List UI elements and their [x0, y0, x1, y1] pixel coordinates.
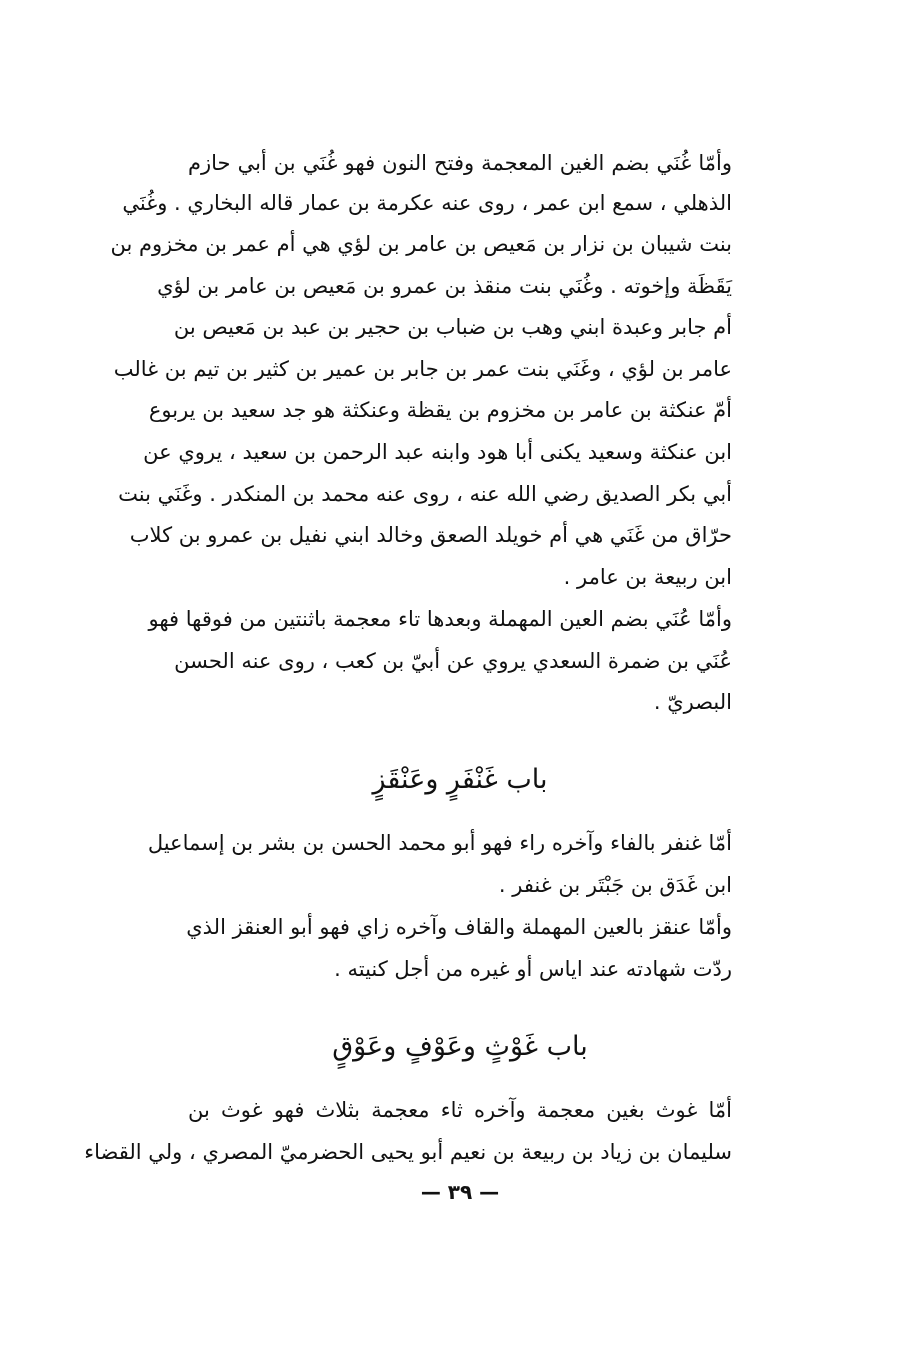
- page-number: — ٣٩ —: [420, 1180, 500, 1204]
- text-line: عُنَي بن ضمرة السعدي يروي عن أبيّ بن كعب ، روى عنه الحسن: [174, 649, 732, 673]
- text-line: أم جابر وعبدة ابني وهب بن ضباب بن حجير بن عبد بن مَعيص بن: [173, 315, 732, 339]
- section-heading: باب غَنْفَرٍ وعَنْقَزٍ: [372, 764, 548, 795]
- text-line: البصريّ .: [653, 690, 732, 714]
- text-line: وأمّا عُنَي بضم العين المهملة وبعدها تاء معجمة باثنتين من فوقها فهو: [148, 607, 732, 631]
- text-line: أبي بكر الصديق رضي الله عنه ، روى عنه محمد بن المنكدر . وغَنَي بنت: [118, 482, 732, 506]
- text-line: أمّا غوث بغين معجمة وآخره ثاء معجمة بثلاث فهو غوث بن: [188, 1098, 732, 1122]
- text-line: بنت شيبان بن نزار بن مَعيص بن عامر بن لؤي هي أم عمر بن مخزوم بن: [110, 232, 732, 256]
- text-line: سليمان بن زياد بن ربيعة بن نعيم أبو يحيى الحضرميّ المصري ، ولي القضاء: [84, 1140, 732, 1164]
- text-line: حرّاق من غَنَي هي أم خويلد الصعق وخالد ابني نفيل بن عمرو بن كلاب: [129, 523, 732, 547]
- text-line: عامر بن لؤي ، وغَنَي بنت عمر بن جابر بن عمير بن كثير بن تيم بن غالب: [113, 357, 732, 381]
- text-line: الذهلي ، سمع ابن عمر ، روى عنه عكرمة بن عمار قاله البخاري . وغُنَي: [122, 191, 732, 215]
- text-line: أمّا غنفر بالفاء وآخره راء فهو أبو محمد الحسن بن بشر بن إسماعيل: [147, 831, 732, 855]
- text-line: يَقَظَة وإخوته . وغُنَي بنت منقذ بن عمرو بن مَعيص بن عامر بن لؤي: [157, 274, 732, 298]
- text-line: وأمّا غُنَي بضم الغين المعجمة وفتح النون فهو غُنَي بن أبي حازم: [188, 151, 732, 175]
- text-line: ردّت شهادته عند اياس أو غيره من أجل كنيته .: [334, 957, 732, 981]
- section-heading: باب غَوْثٍ وعَوْفٍ وعَوْقٍ: [332, 1031, 588, 1062]
- text-line: ابن غَدَق بن جَبْتَر بن غنفر .: [498, 873, 732, 897]
- text-line: وأمّا عنقز بالعين المهملة والقاف وآخره زاي فهو أبو العنقز الذي: [186, 915, 732, 939]
- text-line: أمّ عنكثة بن عامر بن مخزوم بن يقظة وعنكثة هو جد سعيد بن يربوع: [148, 398, 732, 422]
- text-line: ابن ربيعة بن عامر .: [563, 565, 732, 589]
- text-line: ابن عنكثة وسعيد يكنى أبا هود وابنه عبد الرحمن بن سعيد ، يروي عن: [143, 440, 732, 464]
